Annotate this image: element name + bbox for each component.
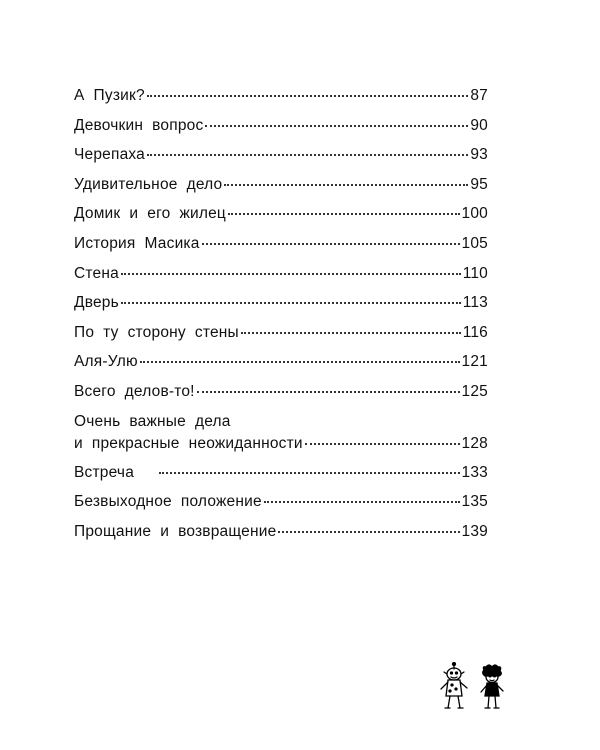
- left-child-figure: [441, 663, 467, 709]
- toc-entry-title: Домик и его жилец: [74, 205, 227, 223]
- dot-leader: [159, 471, 460, 474]
- toc-entry-title: Удивительное дело: [74, 175, 223, 193]
- toc-entry-page: 95: [470, 175, 488, 193]
- dot-leader: [147, 153, 468, 156]
- dot-leader: [197, 390, 460, 393]
- toc-entry-page: 133: [461, 463, 488, 481]
- toc-entry-page: 135: [461, 493, 488, 511]
- toc-entry-page: 116: [462, 323, 488, 341]
- toc-entry-title: Дверь: [74, 294, 119, 312]
- toc-entry-title: Встреча: [74, 463, 157, 481]
- toc-entry-page: 100: [461, 205, 488, 223]
- toc-entry-title-line2: и прекрасные неожиданности: [74, 434, 303, 452]
- toc-entry-page: 121: [461, 353, 488, 371]
- toc-entry-title: Девочкин вопрос: [74, 116, 204, 134]
- dot-leader: [121, 301, 461, 304]
- toc-entry[interactable]: [74, 116, 488, 146]
- right-child-figure: [481, 665, 503, 708]
- dot-leader: [140, 360, 460, 363]
- toc-entry-page: 125: [461, 382, 488, 400]
- toc-entry[interactable]: [74, 204, 488, 234]
- dot-leader: [205, 124, 468, 127]
- toc-entry-page: 93: [470, 146, 488, 164]
- toc-entry-page: 90: [470, 116, 488, 134]
- toc-entry[interactable]: [74, 492, 488, 522]
- two-children-figures-icon: [436, 662, 516, 714]
- dot-leader: [305, 443, 460, 445]
- toc-entry-page: 105: [461, 234, 488, 252]
- toc-entry-title: Всего делов-то!: [74, 382, 195, 400]
- dot-leader: [121, 272, 461, 275]
- toc-entry[interactable]: [74, 382, 488, 412]
- toc-entry-title: А Пузик?: [74, 87, 145, 104]
- toc-entry-title: Стена: [74, 264, 119, 282]
- dot-leader: [241, 331, 461, 334]
- toc-entry-page: 87: [470, 87, 488, 104]
- toc-entry[interactable]: [74, 323, 488, 353]
- toc-entry-title-line1: Очень важные дела: [74, 412, 231, 430]
- toc-entry[interactable]: [74, 522, 488, 552]
- toc-entry[interactable]: [74, 234, 488, 264]
- toc-entry-title: По ту сторону стены: [74, 323, 239, 341]
- toc-entry[interactable]: [74, 352, 488, 382]
- toc-entry[interactable]: [74, 293, 488, 323]
- toc-entry[interactable]: [74, 264, 488, 294]
- toc-entry-multiline[interactable]: [74, 412, 488, 454]
- dot-leader: [278, 530, 459, 533]
- toc-entry[interactable]: [74, 463, 488, 493]
- dot-leader: [202, 242, 460, 245]
- toc-entry[interactable]: [74, 145, 488, 175]
- toc-entry-page: 128: [461, 434, 488, 452]
- toc-entry[interactable]: [74, 86, 488, 116]
- toc-entry-title: Безвыходное положение: [74, 493, 262, 511]
- dot-leader: [228, 212, 460, 215]
- toc-entry[interactable]: [74, 175, 488, 205]
- dot-leader: [224, 183, 468, 186]
- toc-entry-title: Прощание и возвращение: [74, 522, 277, 540]
- toc-entry-title: История Масика: [74, 234, 200, 252]
- toc-entry-title: Черепаха: [74, 146, 146, 164]
- dot-leader: [264, 500, 460, 503]
- table-of-contents: [74, 86, 488, 551]
- toc-entry-page: 113: [462, 294, 488, 312]
- dot-leader: [147, 94, 469, 97]
- toc-entry-title: Аля-Улю: [74, 353, 138, 371]
- toc-entry-page: 110: [462, 264, 488, 282]
- toc-entry-page: 139: [461, 522, 488, 540]
